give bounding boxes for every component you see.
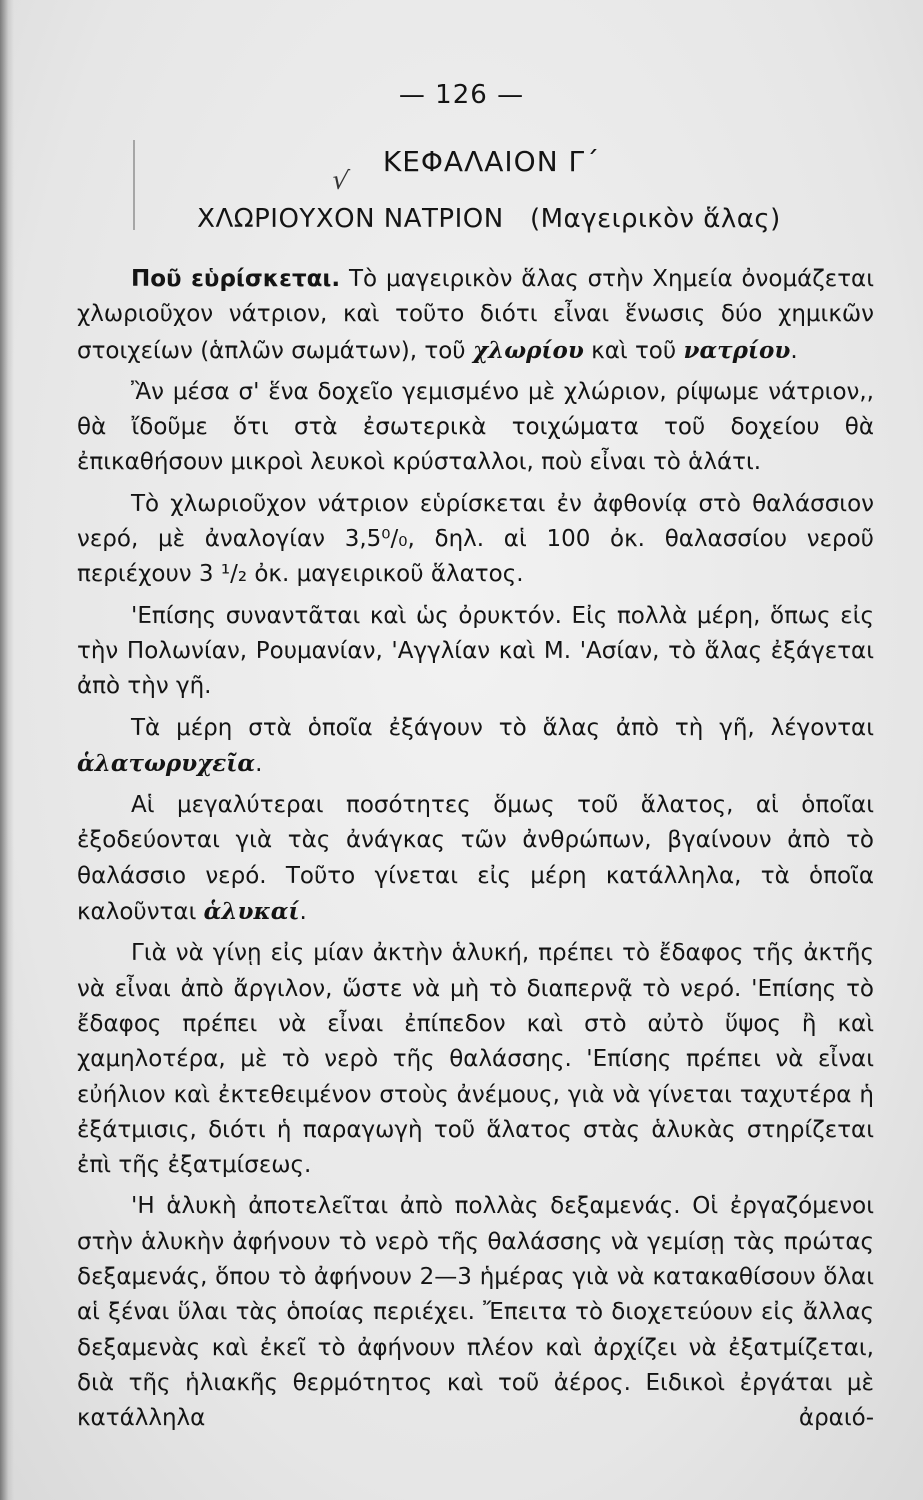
emphasis-term: νατρίου <box>683 336 791 364</box>
paragraph <box>77 788 874 930</box>
chapter-heading: ΚΕΦΑΛΑΙΟΝ Γ΄ <box>382 145 601 178</box>
paragraph-text: . <box>790 337 798 364</box>
paragraph-text: καὶ τοῦ <box>583 337 684 364</box>
page-number: — 126 — <box>398 80 525 110</box>
paragraph: Γιὰ νὰ γίνῃ εἰς μίαν ἀκτὴν ἁλυκή, πρέπει τὸ ἔδαφος τῆς ἀκτῆς νὰ εἶναι ἀπὸ ἄργιλον, ὥστε νὰ μὴ τὸ διαπερνᾷ τὸ νερό. 'Επίσης τὸ ἔδαφος πρέπει νὰ εἶναι ἐπίπεδον καὶ στὸ αὐτὸ ὕψος ἢ καὶ χαμηλοτέρα, μὲ τὸ νερὸ τῆς θαλάσσης. 'Επίσης πρέπει νὰ εἶναι εὐήλιον καὶ ἐκτεθειμένον στοὺς ἀνέμους, γιὰ νὰ γίνεται ταχυτέρα ἡ ἐξάτμισις, διότι ἡ παραγωγὴ τοῦ ἅλατος στὰς ἁλυκὰς στηρίζεται ἐπὶ τῆς ἐξατμίσεως. <box>77 940 874 1179</box>
paragraph: 'Επίσης συναντᾶται καὶ ὡς ὀρυκτόν. Εἰς πολλὰ μέρη, ὅπως εἰς τὴν Πολωνίαν, Ρουμανίαν, 'Αγγλίαν καὶ Μ. 'Ασίαν, τὸ ἅλας ἐξάγεται ἀπὸ τὴν γῆ. <box>77 602 874 700</box>
emphasis-term: ἁλυκαί <box>203 898 300 926</box>
section-title <box>0 204 923 234</box>
section-title-main: ΧΛΩΡΙΟΥΧΟΝ ΝΑΤΡΙΟΝ <box>197 204 504 234</box>
paragraph: Τὸ χλωριοῦχον νάτριον εὑρίσκεται ἐν ἀφθονίᾳ στὸ θαλάσσιον νερό, μὲ ἀναλογίαν 3,5⁰/₀, δηλ. αἱ 100 ὀκ. θαλασσίου νεροῦ περιέχουν 3 ¹/₂ ὀκ. μαγειρικοῦ ἅλατος. <box>77 490 874 588</box>
section-title-subtitle: (Μαγειρικὸν ἅλας) <box>529 204 781 234</box>
paragraph <box>77 711 874 783</box>
paragraph-text: Τὰ μέρη στὰ ὁποῖα ἐξάγουν τὸ ἅλας ἀπὸ τὴ γῆ, λέγονται <box>131 714 874 741</box>
check-mark-icon: √ <box>329 164 351 198</box>
paragraph-text: . <box>299 899 307 926</box>
paragraph-lead-heading: Ποῦ εὑρίσκεται. <box>131 266 341 292</box>
paragraph <box>77 262 874 369</box>
body-text <box>77 262 874 1437</box>
paragraph-text: Τὸ μαγειρικὸν ἅλας στὴν Χημεία ὀνομάζεται χλωριοῦχον νάτριον, καὶ τοῦτο διότι εἶναι ἕνωσις δύο χημικῶν στοιχείων (ἁπλῶν σωμάτων), τοῦ <box>77 266 875 364</box>
paragraph: Ἂν μέσα σ' ἕνα δοχεῖο γεμισμένο μὲ χλώριον, ρίψωμε νάτριον,, θὰ ἴδοῦμε ὅτι στὰ ἐσωτερικὰ τοιχώματα τοῦ δοχείου θὰ ἐπικαθήσουν μικροὶ λευκοὶ κρύσταλλοι, ποὺ εἶναι τὸ ἁλάτι. <box>77 378 874 476</box>
paragraph-text: . <box>255 750 263 777</box>
emphasis-term: χλωρίου <box>472 336 584 364</box>
paragraph: 'Η ἁλυκὴ ἀποτελεῖται ἀπὸ πολλὰς δεξαμενάς. Οἱ ἐργαζόμενοι στὴν ἁλυκὴν ἀφήνουν τὸ νερὸ τῆς θαλάσσης νὰ γεμίσῃ τὰς πρώτας δεξαμενάς, ὅπου τὸ ἀφήνουν 2—3 ἡμέρας γιὰ νὰ κατακαθίσουν ὅλαι αἱ ξέναι ὕλαι τὰς ὁποίας περιέχει. Ἔπειτα τὸ διοχετεύουν εἰς ἄλλας δεξαμενὰς καὶ ἐκεῖ τὸ ἀφήνουν πλέον καὶ ἀρχίζει νὰ ἐξατμίζεται, διὰ τῆς ἡλιακῆς θερμότητος καὶ τοῦ ἀέρος. Ειδικοὶ ἐργάται μὲ κατάλληλα ἀραιό- <box>77 1193 874 1432</box>
emphasis-term: ἁλατωρυχεῖα <box>77 749 256 777</box>
paragraph-text: Αἱ μεγαλύτεραι ποσότητες ὅμως τοῦ ἅλατος, αἱ ὁποῖαι ἐξοδεύονται γιὰ τὰς ἀνάγκας τῶν ἀνθρώπων, βγαίνουν ἀπὸ τὸ θαλάσσιο νερό. Τοῦτο γίνεται εἰς μέρη κατάλληλα, τὰ ὁποῖα καλοῦνται <box>77 792 874 926</box>
